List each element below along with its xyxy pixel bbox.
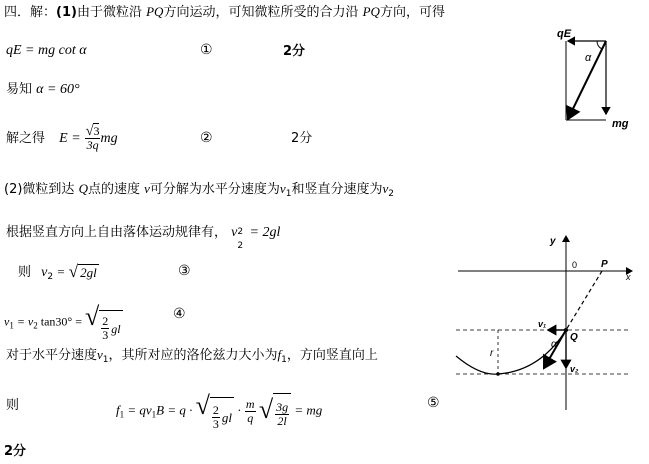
part2-text-b: 点的速度	[87, 182, 140, 197]
alpha-value: α = 60°	[36, 82, 80, 97]
equation-4-tan: tan30° =	[40, 314, 82, 329]
equation-3-radical: √ 2gl	[68, 262, 97, 281]
problem-intro-line	[4, 4, 445, 21]
equation-4-den: 3	[102, 328, 109, 342]
equation-4-sub1: 1	[9, 320, 14, 331]
equation-5-num1: 2	[212, 403, 219, 417]
origin-label: 0	[572, 260, 578, 270]
law-subscript: 2	[237, 241, 244, 251]
lorentz-f-sub: 1	[281, 355, 287, 365]
v2-subscript: 2	[388, 189, 394, 199]
part2-line	[4, 181, 394, 202]
law-superscript: 2	[237, 227, 244, 237]
velocity-v1: v	[279, 181, 286, 196]
equation-3-subscript: 2	[47, 272, 54, 282]
x-axis-label: x	[626, 272, 631, 282]
part2-text-d: 和竖直分速度为	[291, 182, 383, 197]
velocity-v: v	[144, 181, 150, 196]
known-alpha-line	[6, 82, 80, 98]
part1-label: (1)	[56, 5, 77, 20]
lorentz-text-a: 对于水平分速度	[6, 348, 98, 363]
force-triangle-diagram	[548, 24, 648, 134]
part2-label: (2)	[4, 182, 23, 197]
equation-4	[4, 299, 123, 342]
alpha-arc	[597, 41, 602, 49]
mg-label: mg	[612, 118, 629, 130]
equation-5-f: f	[116, 402, 120, 418]
equation-1: qE = mg cot α	[6, 43, 87, 58]
equation-1-marker: ①	[200, 43, 213, 58]
circular-arc-path	[456, 330, 566, 374]
equation-5-radical-2: √ $\frac{3g}{2l}$	[259, 390, 291, 434]
sqrt-three: 3	[93, 124, 100, 138]
equation-5-gl: gl	[221, 409, 233, 425]
equation-5-f-sub: 1	[119, 409, 125, 420]
equation-4-marker: ④	[173, 307, 186, 322]
trajectory-diagram	[450, 228, 646, 414]
final-score: 2分	[4, 444, 27, 459]
lorentz-force-line	[6, 347, 378, 368]
equation-5-radical-1: √ $\frac{2}{3}$ gl	[196, 386, 234, 438]
equation-5-marker: ⑤	[427, 396, 440, 411]
radius-label: r	[490, 348, 494, 359]
fraction-numerator: √3	[85, 124, 100, 139]
equation-4-v1: v	[4, 314, 10, 329]
equation-4-mid: = v	[16, 314, 34, 329]
section-heading: 四．解：	[4, 5, 57, 20]
equation-5-prefix: 则	[6, 398, 20, 413]
arc-bottom-point	[496, 372, 500, 376]
equation-5-fraction-1	[212, 404, 220, 431]
part1-text-b: 方向运动，可知微粒所受的合力沿	[163, 5, 359, 20]
equation-4-fraction	[101, 315, 109, 342]
equation-1-score: 2分	[283, 44, 306, 59]
equation-2-mg: mg	[100, 131, 118, 146]
equation-2	[6, 124, 118, 154]
qe-label: qE	[557, 28, 572, 40]
lorentz-f: f	[277, 347, 282, 362]
y-axis-label: y	[550, 236, 556, 247]
equation-5-fraction-2	[245, 398, 256, 425]
pq-label: PQ	[146, 4, 164, 19]
equation-5-den1: 3	[212, 417, 219, 431]
alpha-label: α	[585, 52, 592, 64]
equation-4-num: 2	[102, 314, 109, 328]
equation-5-qb: B = q ·	[156, 402, 193, 418]
equation-2-prefix: 解之得	[6, 131, 46, 146]
part2-text-a: 微粒到达	[22, 182, 75, 197]
part1-text-c: 方向，可得	[379, 5, 445, 20]
part1-text-a: 由于微粒沿	[76, 5, 142, 20]
v2-label: v₂	[570, 364, 579, 374]
equation-2-lhs: E =	[59, 131, 81, 146]
v1-subscript: 1	[285, 189, 292, 199]
law-v: v	[231, 225, 238, 240]
equation-2-fraction	[85, 125, 101, 152]
equation-5: $f_1 = qv_1B = q$ · √ $\frac{2}{3}$ gl · $\frac{m}{q}$ √ $\frac{3g}{2l}$ = mg	[116, 386, 322, 426]
point-p-label: P	[601, 259, 608, 270]
pq-label-2: PQ	[362, 4, 380, 19]
equation-5-v-sub: 1	[151, 409, 157, 420]
equation-5-qv: = qv	[127, 402, 152, 418]
equation-3-marker: ③	[178, 264, 191, 279]
part2-text-c: 可分解为水平分速度为	[149, 182, 280, 197]
lorentz-text-b: ，其所对应的洛伦兹力大小为	[108, 348, 278, 363]
equation-5-q: q	[247, 411, 254, 426]
alpha-label: α	[551, 339, 557, 350]
equation-3-radicand: 2gl	[80, 265, 97, 280]
equation-2-marker: ②	[200, 131, 213, 146]
equation-5-den3: 2l	[277, 414, 287, 429]
law-text: 根据竖直方向上自由落体运动规律有，	[6, 225, 228, 240]
fraction-denominator: 3q	[86, 138, 99, 152]
equation-3-v: v	[41, 265, 48, 280]
free-fall-law	[6, 225, 281, 251]
equation-2-score: 2分	[291, 131, 313, 146]
equation-4-sub2: 2	[33, 320, 38, 331]
point-q-label: Q	[78, 181, 88, 196]
lorentz-v: v	[97, 347, 103, 362]
known-prefix: 易知	[6, 82, 33, 97]
lorentz-text-c: ，方向竖直向上	[286, 348, 378, 363]
dashed-path-pq	[566, 271, 602, 330]
lorentz-v-sub: 1	[102, 355, 109, 365]
equation-3-equals: =	[57, 264, 65, 279]
equation-5-m: m	[245, 397, 255, 412]
equation-5-tail: = mg	[294, 402, 323, 418]
equation-5-num3: 3g	[276, 400, 289, 415]
law-rhs: = 2gl	[249, 225, 281, 240]
velocity-v2: v	[382, 181, 389, 196]
equation-4-radical: √ $\frac{2}{3}$ gl	[85, 299, 123, 347]
equation-3-prefix: 则	[18, 265, 32, 280]
v1-label: v₁	[538, 319, 547, 329]
point-q-label: Q	[570, 332, 578, 343]
equation-4-gl: gl	[111, 321, 121, 336]
equation-3	[18, 264, 99, 285]
equation-5-fraction-3	[275, 401, 289, 428]
